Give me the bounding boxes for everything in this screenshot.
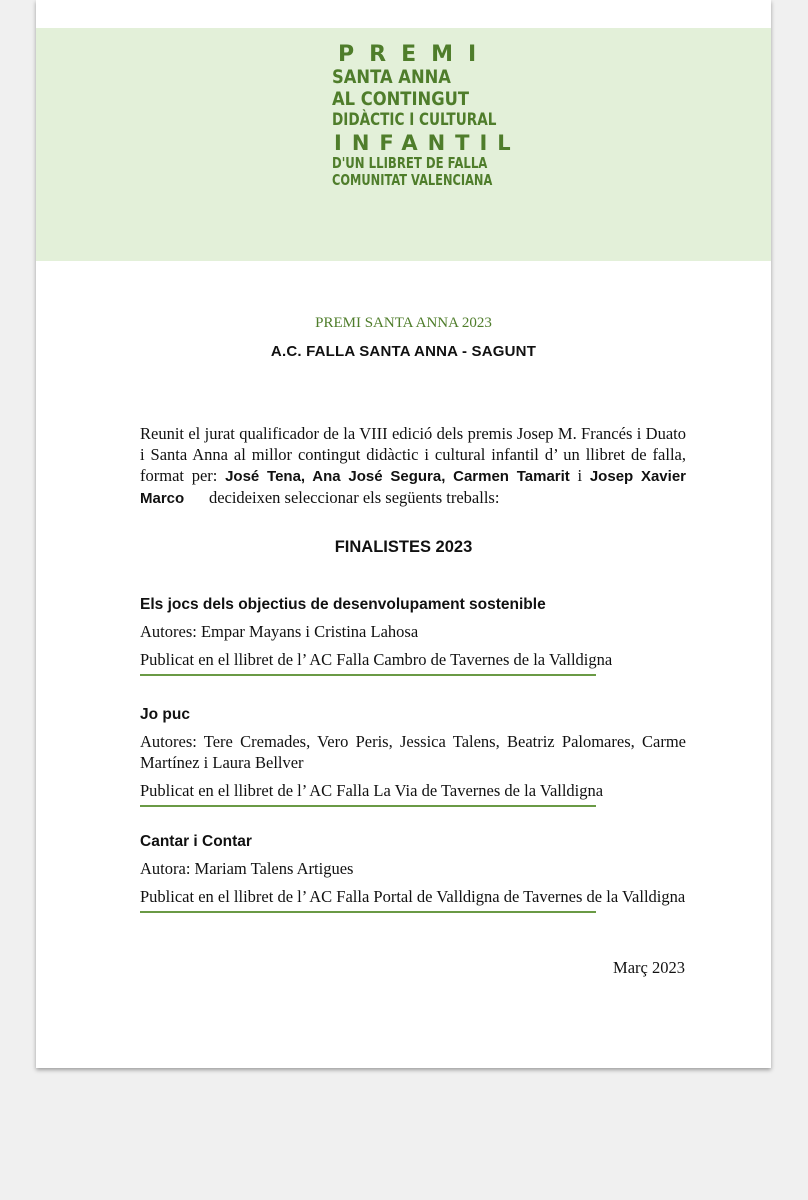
finalist-entry (140, 594, 686, 676)
finalist-entry (140, 831, 686, 913)
finalists-heading: FINALISTES 2023 (334, 538, 473, 556)
document-page (36, 0, 771, 1068)
organization-title: A.C. FALLA SANTA ANNA - SAGUNT (270, 343, 537, 360)
entry-authors: Autora: Mariam Talens Artigues (140, 859, 354, 878)
prize-logo (332, 42, 521, 189)
logo-line: COMUNITAT VALENCIANA (332, 170, 493, 189)
logo-line: D'UN LLIBRET DE FALLA (332, 153, 488, 172)
finalist-entry (140, 704, 686, 807)
entry-title: Jo puc (140, 706, 190, 723)
logo-line: DIDÀCTIC I CULTURAL (332, 109, 497, 130)
entry-divider (140, 674, 596, 676)
entry-published: Publicat en el llibret de l’ AC Falla Cambro de Tavernes de la Valldigna (140, 650, 613, 669)
intro-paragraph (140, 423, 686, 509)
page-top-margin (36, 0, 771, 28)
jury-names: Josep Xavier Marco (140, 468, 686, 507)
prize-title: PREMI SANTA ANNA 2023 (315, 315, 492, 331)
logo-line: AL CONTINGUT (332, 88, 470, 111)
jury-names: José Tena, Ana José Segura, Carmen Tamarit (225, 468, 570, 485)
logo-line: INFANTIL (334, 130, 521, 155)
header-banner (36, 28, 771, 261)
entry-authors: Autores: Empar Mayans i Cristina Lahosa (140, 622, 419, 641)
entry-published: Publicat en el llibret de l’ AC Falla Portal de Valldigna de Tavernes de la Valldigna (140, 887, 686, 906)
intro-connector: i (569, 466, 590, 485)
entry-divider (140, 911, 596, 913)
entry-title: Els jocs dels objectius de desenvolupament sostenible (140, 596, 546, 613)
entry-authors: Autores: Tere Cremades, Vero Peris, Jessica Talens, Beatriz Palomares, Carme Martínez i Laura Bellver (140, 732, 686, 772)
document-date: Març 2023 (613, 958, 685, 977)
intro-text: decideixen seleccionar els següents treballs: (208, 488, 500, 507)
logo-line: SANTA ANNA (332, 66, 451, 89)
intro-text: Reunit el jurat qualificador de la VIII edició dels premis Josep M. Francés i Duato i Santa Anna al millor contingut didàctic i cultural infantil d’ un llibret de falla, format per: (140, 424, 686, 485)
entry-divider (140, 805, 596, 807)
logo-line: PREMI (338, 42, 492, 67)
entry-title: Cantar i Contar (140, 833, 252, 850)
entry-published: Publicat en el llibret de l’ AC Falla La Via de Tavernes de la Valldigna (140, 781, 604, 800)
